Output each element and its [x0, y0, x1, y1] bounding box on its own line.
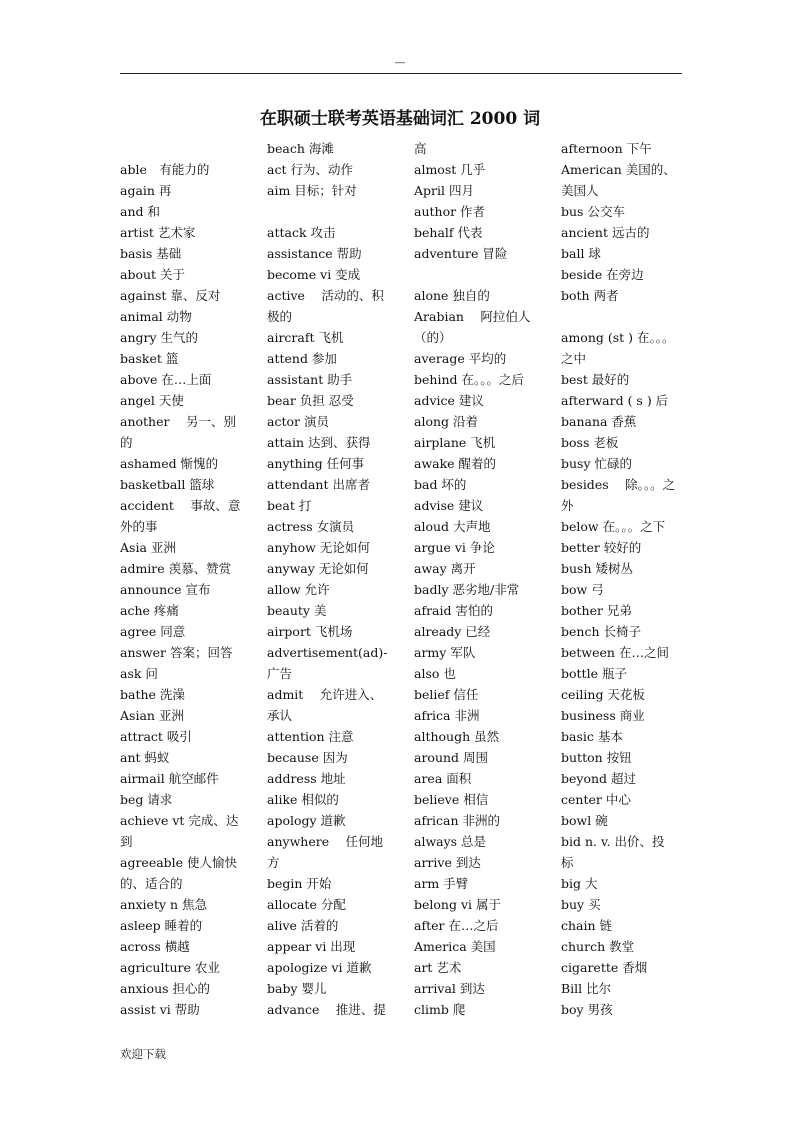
- vocab-line: actress 女演员: [267, 519, 355, 534]
- vocab-line: aim 目标；针对: [267, 183, 357, 198]
- vocab-column-3: [414, 138, 538, 1020]
- vocab-line: area 面积: [414, 771, 472, 786]
- vocab-line: bush 矮树丛: [561, 561, 633, 576]
- vocab-line: awake 醒着的: [414, 456, 497, 471]
- vocab-line: airport 飞机场: [267, 624, 353, 639]
- vocab-line: become vi 变成: [267, 267, 361, 282]
- vocab-line: ball 球: [561, 246, 601, 261]
- vocab-line: active 活动的、积: [267, 288, 384, 303]
- vocab-line: behalf 代表: [414, 225, 483, 240]
- vocab-line: bowl 碗: [561, 813, 608, 828]
- vocab-line: beach 海滩: [267, 141, 334, 156]
- vocab-line: after 在…之后: [414, 918, 499, 933]
- vocab-line: away 离开: [414, 561, 476, 576]
- vocab-line: attendant 出席者: [267, 477, 370, 492]
- vocab-line: anyhow 无论如何: [267, 540, 370, 555]
- vocab-line: admire 羡慕、赞赏: [120, 561, 232, 576]
- vocab-line: accident 事故、意: [120, 498, 241, 513]
- vocab-line: around 周围: [414, 750, 489, 765]
- vocab-line: chain 链: [561, 918, 613, 933]
- vocab-line: appear vi 出现: [267, 939, 356, 954]
- vocab-line: angry 生气的: [120, 330, 199, 345]
- vocab-line: 到: [120, 834, 133, 849]
- vocab-line: better 较好的: [561, 540, 642, 555]
- vocab-line: beside 在旁边: [561, 267, 644, 282]
- vocab-line: angel 天使: [120, 393, 184, 408]
- vocab-line: advertisement(ad)-: [267, 645, 388, 660]
- vocab-line: bow 弓: [561, 582, 604, 597]
- vocab-line: beat 打: [267, 498, 312, 513]
- vocab-line: attend 参加: [267, 351, 337, 366]
- vocab-line: achieve vt 完成、达: [120, 813, 239, 828]
- vocab-line: bother 兄弟: [561, 603, 632, 618]
- header-mark: —: [394, 56, 406, 69]
- vocab-line: 方: [267, 855, 280, 870]
- vocab-line: April 四月: [414, 183, 474, 198]
- vocab-line: boss 老板: [561, 435, 619, 450]
- vocab-line: arm 手臂: [414, 876, 469, 891]
- vocab-line: art 艺术: [414, 960, 462, 975]
- vocab-line: beauty 美: [267, 603, 327, 618]
- vocab-line: almost 几乎: [414, 162, 486, 177]
- vocab-line: africa 非洲: [414, 708, 480, 723]
- vocab-line: climb 爬: [414, 1002, 466, 1017]
- vocab-line: address 地址: [267, 771, 346, 786]
- vocab-line: along 沿着: [414, 414, 479, 429]
- vocab-line: artist 艺术家: [120, 225, 196, 240]
- vocab-line: 极的: [267, 309, 293, 324]
- vocab-line: already 已经: [414, 624, 491, 639]
- vocab-line: basketball 篮球: [120, 477, 215, 492]
- vocab-line: ache 疼痛: [120, 603, 179, 618]
- vocab-line: bus 公交车: [561, 204, 625, 219]
- vocab-line: also 也: [414, 666, 456, 681]
- vocab-line: 广告: [267, 666, 293, 681]
- vocab-line: business 商业: [561, 708, 645, 723]
- vocab-line: bad 坏的: [414, 477, 467, 492]
- vocab-line: assistance 帮助: [267, 246, 362, 261]
- vocab-line: [120, 138, 244, 159]
- vocab-line: agriculture 农业: [120, 960, 220, 975]
- vocab-line: aircraft 飞机: [267, 330, 344, 345]
- vocab-line: arrive 到达: [414, 855, 481, 870]
- vocab-line: asleep 睡着的: [120, 918, 203, 933]
- vocab-line: banana 香蕉: [561, 414, 637, 429]
- vocab-line: act 行为、动作: [267, 162, 353, 177]
- vocab-line: allow 允许: [267, 582, 330, 597]
- page-title: 在职硕士联考英语基础词汇 2000 词: [259, 109, 541, 129]
- vocab-line: attack 攻击: [267, 225, 336, 240]
- vocab-line: alone 独自的: [414, 288, 490, 303]
- vocab-line: buy 买: [561, 897, 601, 912]
- vocab-line: boy 男孩: [561, 1002, 613, 1017]
- vocab-column-2: [267, 138, 391, 1020]
- vocab-line: anxious 担心的: [120, 981, 211, 996]
- vocab-line: attention 注意: [267, 729, 354, 744]
- vocab-line: because 因为: [267, 750, 348, 765]
- vocab-line: advice 建议: [414, 393, 484, 408]
- vocab-line: afternoon 下午: [561, 141, 652, 156]
- vocab-line: [561, 306, 685, 327]
- vocab-column-1: [120, 138, 244, 1020]
- vocab-line: 高: [414, 141, 427, 156]
- vocab-line: belong vi 属于: [414, 897, 501, 912]
- vocab-line: afraid 害怕的: [414, 603, 493, 618]
- footer-text: 欢迎下载: [120, 1047, 166, 1061]
- vocab-line: behind 在。。。之后: [414, 372, 524, 387]
- vocab-line: Bill 比尔: [561, 981, 612, 996]
- vocab-line: bottle 瓶子: [561, 666, 627, 681]
- vocab-line: airmail 航空邮件: [120, 771, 219, 786]
- vocab-line: agree 同意: [120, 624, 186, 639]
- vocab-line: church 教堂: [561, 939, 635, 954]
- vocab-line: begin 开始: [267, 876, 332, 891]
- vocab-line: beyond 超过: [561, 771, 637, 786]
- vocab-line: 的、适合的: [120, 876, 183, 891]
- vocab-line: （的）: [414, 330, 452, 345]
- vocab-line: Asian 亚洲: [120, 708, 184, 723]
- vocab-line: anywhere 任何地: [267, 834, 384, 849]
- vocab-line: basis 基础: [120, 246, 182, 261]
- vocab-line: American 美国的、: [561, 162, 676, 177]
- vocab-line: among (st ) 在。。。: [561, 330, 675, 345]
- vocab-line: african 非洲的: [414, 813, 501, 828]
- vocab-line: below 在。。。之下: [561, 519, 666, 534]
- vocab-line: animal 动物: [120, 309, 192, 324]
- vocab-line: airplane 飞机: [414, 435, 496, 450]
- vocab-line: army 军队: [414, 645, 476, 660]
- vocab-line: basket 篮: [120, 351, 179, 366]
- vocab-line: ceiling 天花板: [561, 687, 645, 702]
- vocab-line: baby 婴儿: [267, 981, 327, 996]
- vocab-line: always 总是: [414, 834, 487, 849]
- vocab-line: answer 答案；回答: [120, 645, 233, 660]
- vocab-line: [267, 201, 391, 222]
- vocab-line: besides 除。。。之: [561, 477, 676, 492]
- vocab-line: advance 推进、提: [267, 1002, 386, 1017]
- vocab-line: although 虽然: [414, 729, 500, 744]
- vocab-line: attain 达到、获得: [267, 435, 371, 450]
- vocab-line: anxiety n 焦急: [120, 897, 208, 912]
- vocab-line: ant 蚂蚁: [120, 750, 170, 765]
- vocab-line: adventure 冒险: [414, 246, 508, 261]
- vocab-line: assist vi 帮助: [120, 1002, 200, 1017]
- vocab-line: Arabian 阿拉伯人: [414, 309, 531, 324]
- vocab-line: America 美国: [414, 939, 496, 954]
- vocab-line: agreeable 使人愉快: [120, 855, 238, 870]
- vocab-line: aloud 大声地: [414, 519, 491, 534]
- vocab-line: ashamed 惭愧的: [120, 456, 219, 471]
- vocab-line: beg 请求: [120, 792, 173, 807]
- vocab-line: able 有能力的: [120, 162, 210, 177]
- vocab-line: bench 长椅子: [561, 624, 641, 639]
- vocab-line: basic 基本: [561, 729, 623, 744]
- vocab-line: 之中: [561, 351, 587, 366]
- vocab-line: both 两者: [561, 288, 619, 303]
- vocab-line: apology 道歉: [267, 813, 346, 828]
- vocab-line: apologize vi 道歉: [267, 960, 372, 975]
- vocab-line: ancient 远古的: [561, 225, 650, 240]
- vocab-line: alive 活着的: [267, 918, 339, 933]
- vocab-line: 承认: [267, 708, 293, 723]
- vocab-line: anything 任何事: [267, 456, 365, 471]
- vocab-line: 标: [561, 855, 574, 870]
- vocab-line: argue vi 争论: [414, 540, 495, 555]
- vocab-line: admit 允许进入、: [267, 687, 383, 702]
- vocab-line: button 按钮: [561, 750, 632, 765]
- vocab-line: advise 建议: [414, 498, 484, 513]
- vocab-line: above 在…上面: [120, 372, 212, 387]
- vocab-line: another 另一、别: [120, 414, 236, 429]
- vocab-line: afterward ( s ) 后: [561, 393, 669, 408]
- vocab-line: across 横越: [120, 939, 190, 954]
- vocab-line: Asia 亚洲: [120, 540, 176, 555]
- vocab-line: arrival 到达: [414, 981, 485, 996]
- vocab-line: against 靠、反对: [120, 288, 221, 303]
- vocab-line: cigarette 香烟: [561, 960, 648, 975]
- vocab-line: busy 忙碌的: [561, 456, 633, 471]
- vocab-line: average 平均的: [414, 351, 507, 366]
- vocab-line: 的: [120, 435, 133, 450]
- vocab-line: bear 负担 忍受: [267, 393, 354, 408]
- header-rule: [120, 73, 682, 74]
- vocab-line: big 大: [561, 876, 598, 891]
- vocab-line: author 作者: [414, 204, 486, 219]
- vocab-line: [414, 264, 538, 285]
- vocab-line: announce 宣布: [120, 582, 211, 597]
- vocab-line: belief 信任: [414, 687, 479, 702]
- vocab-line: about 关于: [120, 267, 186, 282]
- vocab-line: bid n. v. 出价、投: [561, 834, 665, 849]
- vocab-line: anyway 无论如何: [267, 561, 369, 576]
- vocab-line: ask 问: [120, 666, 158, 681]
- vocab-line: best 最好的: [561, 372, 630, 387]
- vocab-line: 美国人: [561, 183, 599, 198]
- vocab-line: 外的事: [120, 519, 158, 534]
- vocab-line: bathe 洗澡: [120, 687, 185, 702]
- vocab-line: assistant 助手: [267, 372, 353, 387]
- vocab-line: and 和: [120, 204, 160, 219]
- vocab-line: badly 恶劣地/非常: [414, 582, 520, 597]
- vocab-line: allocate 分配: [267, 897, 346, 912]
- vocab-line: 外: [561, 498, 574, 513]
- vocab-line: between 在…之间: [561, 645, 669, 660]
- vocab-line: attract 吸引: [120, 729, 192, 744]
- vocab-line: believe 相信: [414, 792, 489, 807]
- vocab-line: again 再: [120, 183, 172, 198]
- vocab-line: actor 演员: [267, 414, 329, 429]
- vocab-line: center 中心: [561, 792, 631, 807]
- vocab-line: alike 相似的: [267, 792, 339, 807]
- vocab-column-4: [561, 138, 685, 1020]
